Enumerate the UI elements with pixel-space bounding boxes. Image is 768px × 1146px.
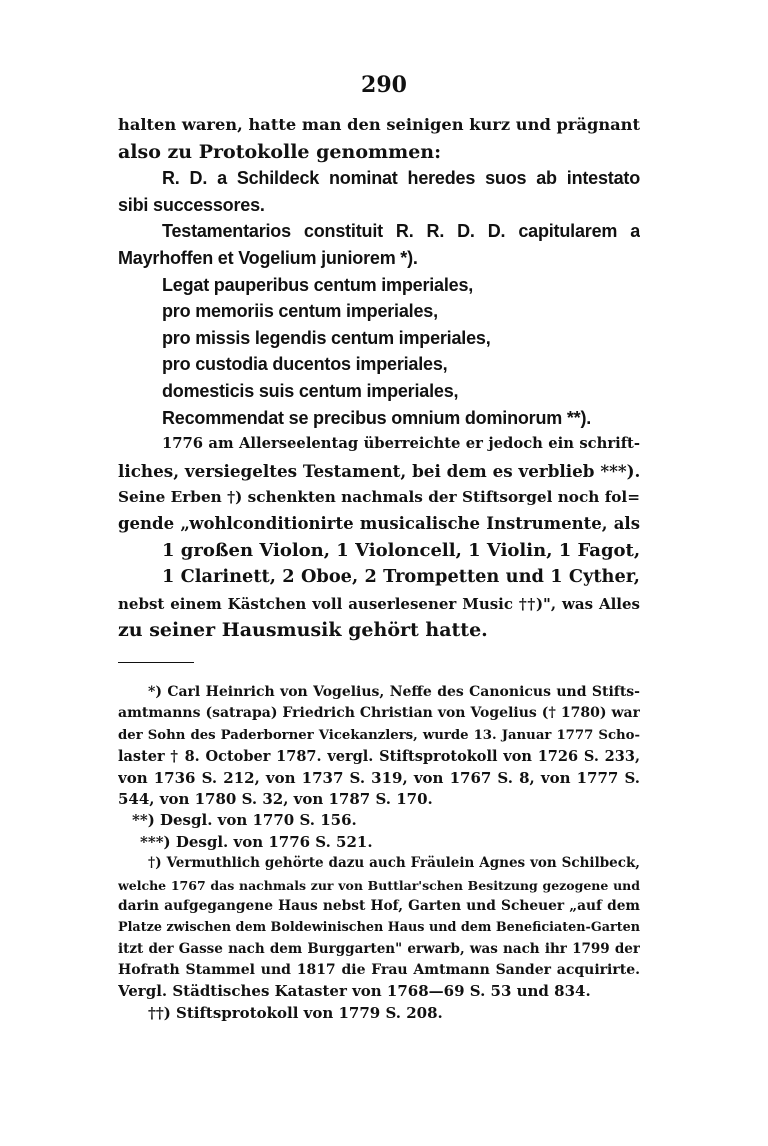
- footnote-line: laster † 8. October 1787. vergl. Stiftsprotokoll von 1726 S. 233,: [118, 748, 640, 766]
- footnote-line: Vergl. Städtisches Kataster von 1768—69 S. 53 und 834.: [118, 982, 591, 1001]
- footnote-line: Hofrath Stammel und 1817 die Frau Amtmann Sander acquirirte.: [118, 962, 640, 979]
- text-line: domesticis suis centum imperiales,: [162, 380, 459, 401]
- footnotes: [118, 682, 640, 1024]
- footnote-line: darin aufgegangene Haus nebst Hof, Garten und Scheuer „auf dem: [118, 897, 640, 914]
- footnote-line: ***) Desgl. von 1776 S. 521.: [140, 832, 373, 851]
- text-line: zu seiner Hausmusik gehört hatte.: [118, 619, 488, 642]
- text-line: gende „wohlconditionirte musicalische Instrumente, als: [118, 513, 640, 533]
- text-line: Mayrhoffen et Vogelium juniorem *).: [118, 247, 418, 268]
- footnote-divider: [118, 662, 194, 663]
- text-line: R. D. a Schildeck nominat heredes suos ab intestato: [162, 168, 640, 189]
- footnote-line: Platze zwischen dem Boldewinischen Haus und dem Beneficiaten-Garten: [118, 920, 640, 936]
- text-line: Seine Erben †) schenkten nachmals der Stiftsorgel noch fol=: [118, 488, 640, 507]
- footnote-line: 544, von 1780 S. 32, von 1787 S. 170.: [118, 789, 433, 808]
- main-text: [118, 112, 640, 644]
- text-line: 1 Clarinett, 2 Oboe, 2 Trompetten und 1 Cyther,: [162, 566, 640, 588]
- footnote-line: amtmanns (satrapa) Friedrich Christian von Vogelius († 1780) war: [118, 705, 640, 722]
- text-line: liches, versiegeltes Testament, bei dem es verblieb ***).: [118, 460, 640, 481]
- footnote-line: von 1736 S. 212, von 1737 S. 319, von 1767 S. 8, von 1777 S.: [118, 768, 640, 787]
- footnote-line: der Sohn des Paderborner Vicekanzlers, wurde 13. Januar 1777 Scho-: [118, 727, 640, 743]
- page-number: 290: [361, 72, 407, 98]
- footnote-line: **) Desgl. von 1770 S. 156.: [132, 811, 357, 830]
- text-line: 1776 am Allerseelentag überreichte er jedoch ein schrift-: [162, 435, 640, 453]
- text-line: Legat pauperibus centum imperiales,: [162, 274, 474, 295]
- text-line: pro missis legendis centum imperiales,: [162, 327, 491, 348]
- text-line: Recommendat se precibus omnium dominorum **).: [162, 407, 592, 428]
- text-line: Testamentarios constituit R. R. D. D. capitularem a: [162, 221, 640, 242]
- text-line: sibi successores.: [118, 194, 265, 215]
- text-line: pro memoriis centum imperiales,: [162, 301, 438, 322]
- text-line: halten waren, hatte man den seinigen kurz und prägnant: [118, 115, 640, 134]
- footnote-line: †) Vermuthlich gehörte dazu auch Fräulein Agnes von Schilbeck,: [148, 855, 640, 872]
- text-line: pro custodia ducentos imperiales,: [162, 354, 448, 375]
- footnote-line: welche 1767 das nachmals zur von Buttlar'schen Besitzung gezogene und: [118, 877, 640, 893]
- text-line: also zu Protokolle genommen:: [118, 140, 442, 163]
- text-line: nebst einem Kästchen voll auserlesener Music ††)", was Alles: [118, 594, 640, 613]
- footnote-line: ††) Stiftsprotokoll von 1779 S. 208.: [148, 1003, 443, 1022]
- footnote-line: *) Carl Heinrich von Vogelius, Neffe des Canonicus und Stifts-: [148, 684, 640, 700]
- text-line: 1 großen Violon, 1 Violoncell, 1 Violin, 1 Fagot,: [162, 539, 640, 561]
- footnote-line: itzt der Gasse nach dem Burggarten" erwarb, was nach ihr 1799 der: [118, 940, 640, 957]
